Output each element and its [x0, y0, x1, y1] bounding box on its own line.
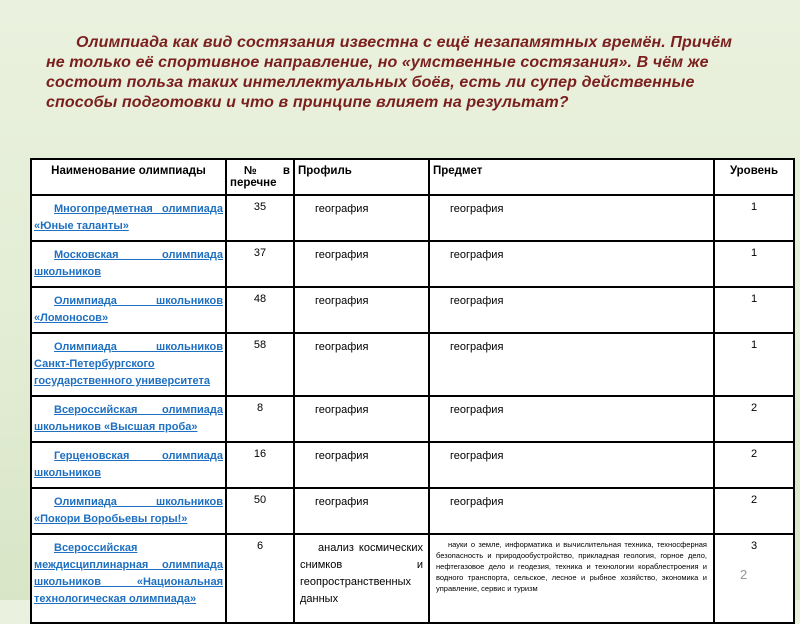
subject-cell: география — [429, 488, 714, 534]
profile-cell: география — [294, 488, 429, 534]
subject-cell: география — [429, 195, 714, 241]
slide-number: 2 — [740, 567, 748, 582]
olympiad-name-cell — [31, 396, 226, 442]
number-cell: 37 — [226, 241, 294, 287]
olympiad-link[interactable]: Олимпиада школьников «Покори Воробьевы горы!» — [34, 496, 223, 525]
profile-cell: география — [294, 333, 429, 396]
olympiad-link[interactable]: Всероссийская междисциплинарная олимпиада школьников «Национальная технологическая олимпиада» — [34, 542, 223, 605]
level-cell: 3 — [714, 534, 794, 623]
subject-cell: география — [429, 241, 714, 287]
level-cell: 2 — [714, 396, 794, 442]
olympiad-name-cell — [31, 195, 226, 241]
level-cell: 1 — [714, 195, 794, 241]
olympiad-name-cell — [31, 241, 226, 287]
subject-cell: география — [429, 333, 714, 396]
number-cell: 48 — [226, 287, 294, 333]
level-cell: 2 — [714, 488, 794, 534]
level-cell: 1 — [714, 287, 794, 333]
olympiad-name-cell — [31, 333, 226, 396]
number-cell: 58 — [226, 333, 294, 396]
table-row — [31, 333, 794, 396]
olympiad-link[interactable]: Всероссийская олимпиада школьников «Высшая проба» — [34, 404, 223, 433]
table-row — [31, 534, 794, 623]
olympiad-name-cell — [31, 534, 226, 623]
number-cell: 16 — [226, 442, 294, 488]
profile-cell: география — [294, 287, 429, 333]
table-row — [31, 241, 794, 287]
level-cell: 1 — [714, 333, 794, 396]
intro-paragraph: Олимпиада как вид состязания известна с ещё незапамятных времён. Причём не только её спортивное направление, но «умственные состязания». В чём же состоит польза таких интеллектуальных боёв, есть ли супер действенные способы подготовки и что в принципе влияет на результат? — [46, 34, 733, 111]
header-name: Наименование олимпиады — [31, 159, 226, 195]
table-row — [31, 287, 794, 333]
header-number: № в перечне — [226, 159, 294, 195]
olympiad-link[interactable]: Московская олимпиада школьников — [34, 249, 223, 278]
olympiad-name-cell — [31, 442, 226, 488]
olympiad-name-cell — [31, 488, 226, 534]
table-row — [31, 396, 794, 442]
subject-cell: география — [429, 287, 714, 333]
level-cell: 2 — [714, 442, 794, 488]
profile-cell: география — [294, 195, 429, 241]
subject-cell: география — [429, 442, 714, 488]
subject-cell: науки о земле, информатика и вычислительная техника, техносферная безопасность и природообустройство, прикладная геология, горное дело, нефтегазовое дело и геодезия, техника и технологии кораблестроения и водного транспорта, сельское, лесное и рыбное хозяйство, экономика и управление, сервис и туризм — [429, 534, 714, 623]
profile-cell: география — [294, 396, 429, 442]
table-row — [31, 195, 794, 241]
table-row — [31, 442, 794, 488]
olympiad-name-cell — [31, 287, 226, 333]
header-profile: Профиль — [294, 159, 429, 195]
subject-cell: география — [429, 396, 714, 442]
olympiad-link[interactable]: Многопредметная олимпиада «Юные таланты» — [34, 203, 223, 232]
table-row — [31, 488, 794, 534]
level-cell: 1 — [714, 241, 794, 287]
number-cell: 6 — [226, 534, 294, 623]
olympiad-link[interactable]: Олимпиада школьников «Ломоносов» — [34, 295, 223, 324]
number-cell: 8 — [226, 396, 294, 442]
profile-cell: география — [294, 241, 429, 287]
number-cell: 50 — [226, 488, 294, 534]
number-cell: 35 — [226, 195, 294, 241]
profile-cell: география — [294, 442, 429, 488]
olympiads-table — [30, 158, 795, 624]
header-subject: Предмет — [429, 159, 714, 195]
header-level: Уровень — [714, 159, 794, 195]
olympiad-link[interactable]: Олимпиада школьников Санкт-Петербургского государственного университета — [34, 341, 223, 387]
table-header-row — [31, 159, 794, 195]
profile-cell: анализ космических снимков и геопространственных данных — [294, 534, 429, 623]
olympiad-link[interactable]: Герценовская олимпиада школьников — [34, 450, 223, 479]
